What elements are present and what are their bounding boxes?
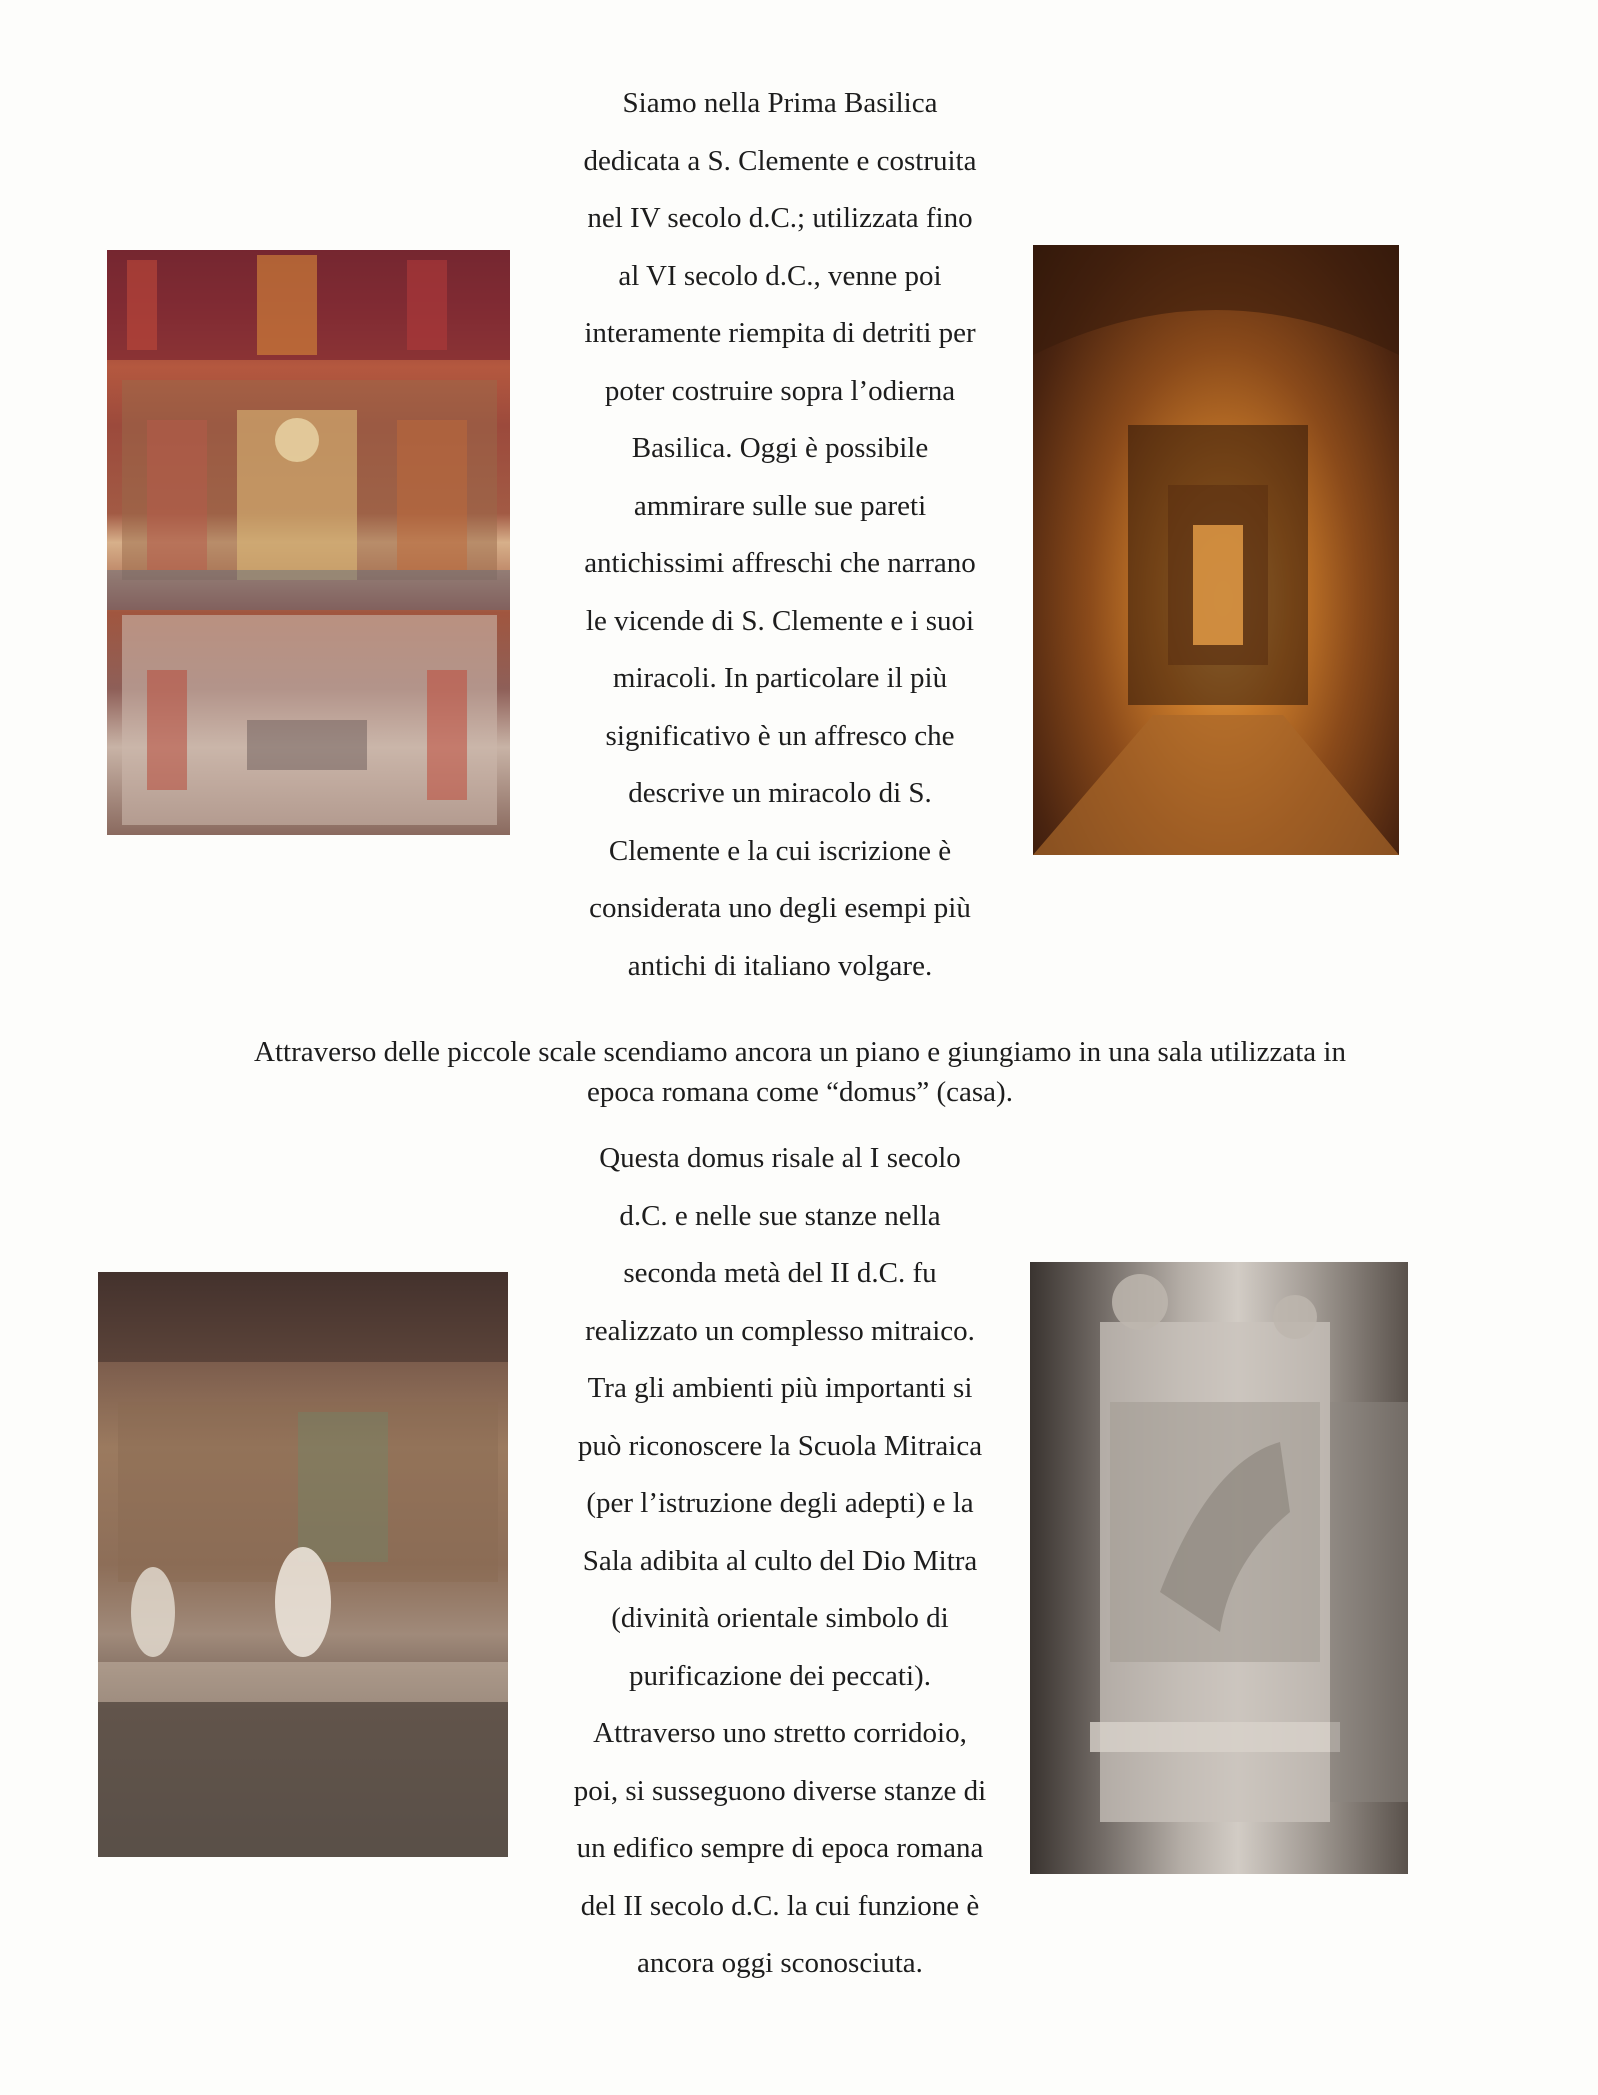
fresco-illustration [107,250,510,835]
paragraph-domus-intro [110,1032,1490,1112]
text-line: purificazione dei peccati). [629,1659,931,1692]
paragraph-domus [500,1130,1060,1993]
corridor-illustration [1033,245,1399,855]
text-line: Attraverso delle piccole scale scendiamo ancora un piano e giungiamo in una sala utilizzata in [254,1036,1346,1068]
text-line: le vicende di S. Clemente e i suoi [585,604,975,637]
corridor-photo [1033,245,1399,855]
domus-photo [98,1272,508,1857]
text-line: ammirare sulle sue pareti [633,489,927,522]
paragraph-basilica [500,75,1060,995]
text-line: Basilica. Oggi è possibile [631,432,929,464]
text-line: Clemente e la cui iscrizione è [608,834,952,867]
text-line: descrive un miracolo di S. [628,777,932,809]
text-line: del II secolo d.C. la cui funzione è [580,1889,980,1922]
text-line: Tra gli ambienti più importanti si [587,1372,973,1404]
fresco-photo [107,250,510,835]
text-line: antichi di italiano volgare. [627,949,933,982]
altar-photo [1030,1262,1408,1874]
altar-illustration [1030,1262,1408,1874]
text-line: nel IV secolo d.C.; utilizzata fino [587,202,973,234]
text-line: antichissimi affreschi che narrano [584,547,976,579]
text-line: Attraverso uno stretto corridoio, [593,1717,967,1749]
text-line: può riconoscere la Scuola Mitraica [577,1429,983,1462]
text-line: Sala adibita al culto del Dio Mitra [582,1544,978,1577]
text-line: (per l’istruzione degli adepti) e la [586,1487,974,1519]
text-line: Siamo nella Prima Basilica [622,87,938,119]
text-line: seconda metà del II d.C. fu [623,1257,937,1289]
domus-illustration [98,1272,508,1857]
text-line: (divinità orientale simbolo di [611,1602,949,1634]
text-line: al VI secolo d.C., venne poi [618,259,942,292]
text-line: miracoli. In particolare il più [612,662,948,694]
text-line: epoca romana come “domus” (casa). [587,1076,1013,1108]
text-line: significativo è un affresco che [605,719,955,752]
text-line: d.C. e nelle sue stanze nella [619,1199,941,1232]
text-line: Questa domus risale al I secolo [599,1142,961,1174]
text-line: ancora oggi sconosciuta. [637,1947,923,1979]
text-line: dedicata a S. Clemente e costruita [583,144,977,177]
text-line: interamente riempita di detriti per [584,317,976,349]
text-line: poter costruire sopra l’odierna [604,374,956,407]
text-line: realizzato un complesso mitraico. [585,1314,975,1347]
text-line: poi, si susseguono diverse stanze di [573,1774,987,1807]
text-line: un edifico sempre di epoca romana [576,1832,984,1864]
text-line: considerata uno degli esempi più [589,892,971,924]
